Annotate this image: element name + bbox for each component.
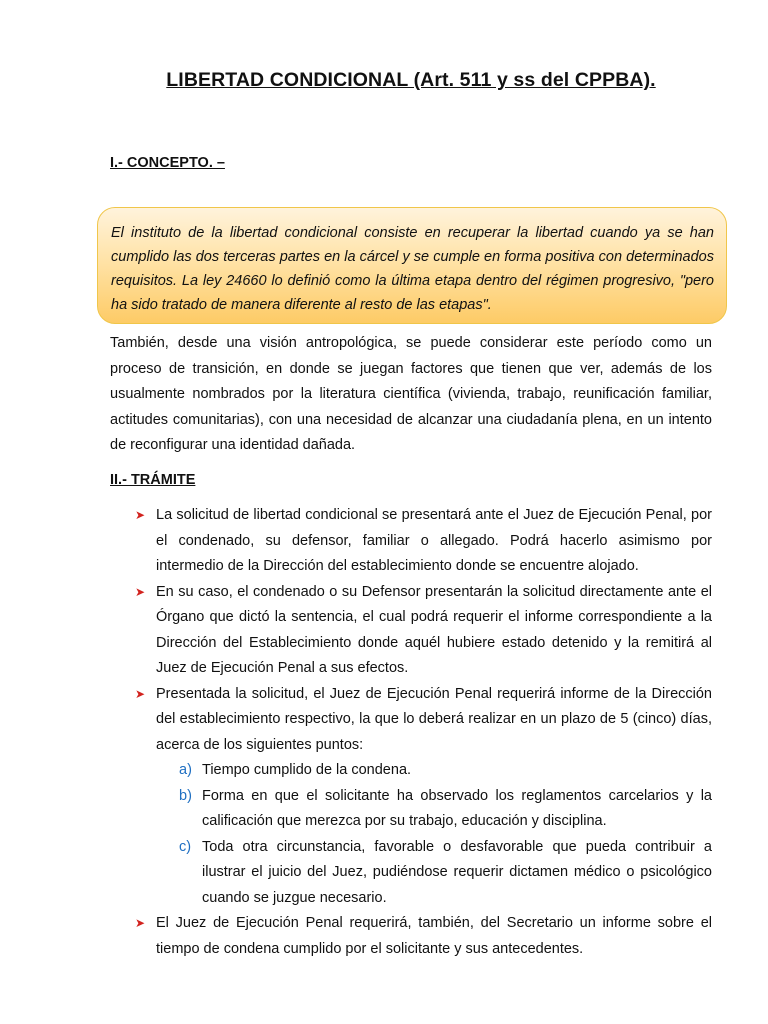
sublist-item bbox=[156, 758, 712, 784]
sublist-item bbox=[156, 784, 712, 835]
bullet-text: Presentada la solicitud, el Juez de Ejecución Penal requerirá informe de la Dirección del establecimiento respectivo, la que lo deberá realizar en un plazo de 5 (cinco) días, acerca de los siguientes puntos: bbox=[156, 685, 712, 753]
tramite-bullet-list bbox=[110, 503, 712, 962]
arrowhead-bullet-icon: ➤ bbox=[135, 686, 146, 701]
sublist-text: Tiempo cumplido de la condena. bbox=[202, 762, 412, 778]
list-item bbox=[110, 911, 712, 962]
concept-highlight-box bbox=[97, 207, 727, 324]
sublist-marker: c) bbox=[179, 838, 192, 855]
bullet-text: La solicitud de libertad condicional se presentará ante el Juez de Ejecución Penal, por el condenado, su defensor, familiar o allegado. Podrá hacerlo asimismo por intermedio de la Dirección del establecimiento donde se encuentre alojado. bbox=[156, 507, 712, 574]
sublist-marker: b) bbox=[179, 787, 192, 804]
bullet-text: En su caso, el condenado o su Defensor presentarán la solicitud directamente ante el Órgano que dictó la sentencia, el cual podrá requerir el informe correspondiente a la Dirección del Establecimiento donde aquél hubiere estado detenido y la remitirá al Juez de Ejecución Penal a sus efectos. bbox=[156, 583, 712, 676]
arrowhead-bullet-icon: ➤ bbox=[135, 916, 146, 930]
sublist-text: Forma en que el solicitante ha observado los reglamentos carcelarios y la calificación que merezca por su trabajo, educación y disciplina. bbox=[202, 787, 712, 829]
sublist-text: Toda otra circunstancia, favorable o desfavorable que pueda contribuir a ilustrar el juicio del Juez, pudiéndose requerir dictamen médico o psicológico cuando se juzgue necesario. bbox=[202, 838, 712, 906]
list-item bbox=[110, 682, 712, 912]
sublist-item bbox=[156, 835, 712, 912]
sublist-marker: a) bbox=[179, 762, 192, 778]
arrowhead-bullet-icon: ➤ bbox=[135, 508, 146, 522]
concept-definition-text: El instituto de la libertad condicional consiste en recuperar la libertad cuando ya se han cumplido las dos terceras partes en la cárcel y se cumple en forma positiva con determinados requisitos. La ley 24660 lo definió como la última etapa dentro del régimen progresivo, "pero ha sido tratado de manera diferente al resto de las etapas". bbox=[111, 225, 714, 313]
section-heading-concepto: I.- CONCEPTO. – bbox=[110, 155, 225, 171]
list-item bbox=[110, 580, 712, 682]
bullet-text: El Juez de Ejecución Penal requerirá, también, del Secretario un informe sobre el tiempo de condena cumplido por el solicitante y sus antecedentes. bbox=[156, 915, 712, 957]
report-points-sublist bbox=[156, 758, 712, 911]
document-title: LIBERTAD CONDICIONAL (Art. 511 y ss del CPPBA). bbox=[166, 69, 656, 91]
anthropological-paragraph: También, desde una visión antropológica, se puede considerar este período como un proceso de transición, en donde se juegan factores que tienen que ver, además de los usualmente nombrados por la literatura científica (vivienda, trabajo, reunificación familiar, actitudes comunitarias), con una necesidad de alcanzar una ciudadanía plena, en un intento de reconfigurar una identidad dañada. bbox=[110, 335, 712, 453]
list-item bbox=[110, 503, 712, 580]
arrowhead-bullet-icon: ➤ bbox=[135, 584, 146, 599]
section-heading-tramite: II.- TRÁMITE bbox=[110, 472, 196, 488]
